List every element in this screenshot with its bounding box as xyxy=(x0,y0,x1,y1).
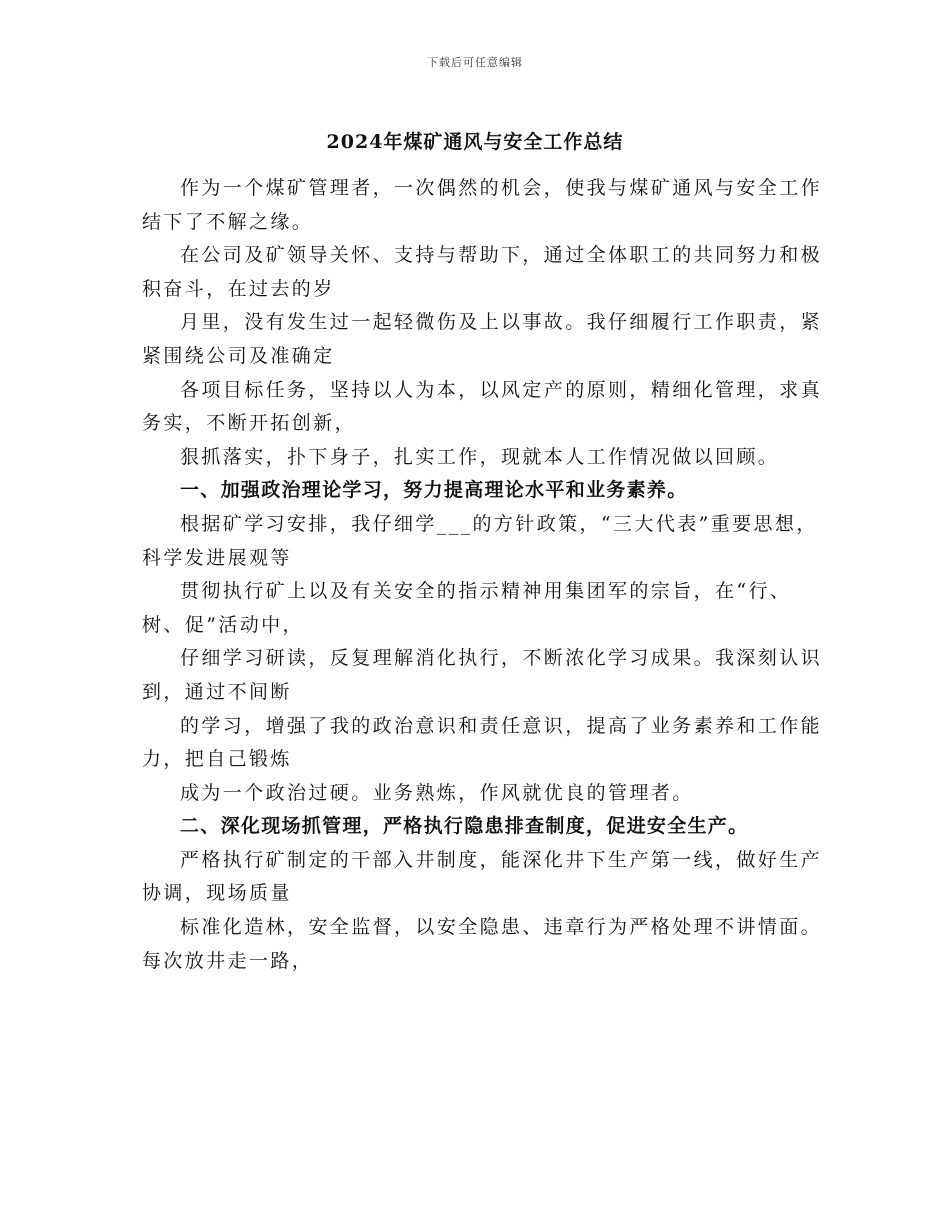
paragraph: 各项目标任务，坚持以人为本，以风定产的原则，精细化管理，求真务实，不断开拓创新， xyxy=(142,378,823,435)
paragraph: 标准化造林，安全监督，以安全隐患、违章行为严格处理不讲情面。每次放井走一路， xyxy=(142,916,823,972)
paragraph: 狠抓落实，扑下身子，扎实工作，现就本人工作情况做以回顾。 xyxy=(180,445,780,468)
paragraph: 的学习，增强了我的政治意识和责任意识，提高了业务素养和工作能力，把自己锻炼 xyxy=(142,714,823,771)
paragraph: 在公司及矿领导关怀、支持与帮助下，通过全体职工的共同努力和极积奋斗，在过去的岁 xyxy=(142,244,823,300)
section-heading: 一、加强政治理论学习，努力提高理论水平和业务素养。 xyxy=(180,479,688,502)
section-heading: 二、深化现场抓管理，严格执行隐患排查制度，促进安全生产。 xyxy=(180,815,749,838)
paragraph: 贯彻执行矿上以及有关安全的指示精神用集团军的宗旨，在“行、树、促”活动中， xyxy=(142,580,792,636)
paragraph: 月里，没有发生过一起轻微伤及上以事故。我仔细履行工作职责，紧紧围绕公司及准确定 xyxy=(142,311,823,367)
paragraph: 作为一个煤矿管理者，一次偶然的机会，使我与煤矿通风与安全工作结下了不解之缘。 xyxy=(142,177,823,233)
paragraph: 根据矿学习安排，我仔细学___的方针政策，“三大代表”重要思想，科学发进展观等 xyxy=(142,512,818,569)
header-note: 下载后可任意编辑 xyxy=(427,56,523,69)
paragraph: 成为一个政治过硬。业务熟炼，作风就优良的管理者。 xyxy=(180,781,694,804)
paragraph: 仔细学习研读，反复理解消化执行，不断浓化学习成果。我深刻认识到，通过不间断 xyxy=(142,647,823,703)
document-title: 2024年煤矿通风与安全工作总结 xyxy=(326,131,624,153)
paragraph: 严格执行矿制定的干部入井制度，能深化井下生产第一线，做好生产协调，现场质量 xyxy=(142,848,823,905)
document-body xyxy=(142,172,822,978)
